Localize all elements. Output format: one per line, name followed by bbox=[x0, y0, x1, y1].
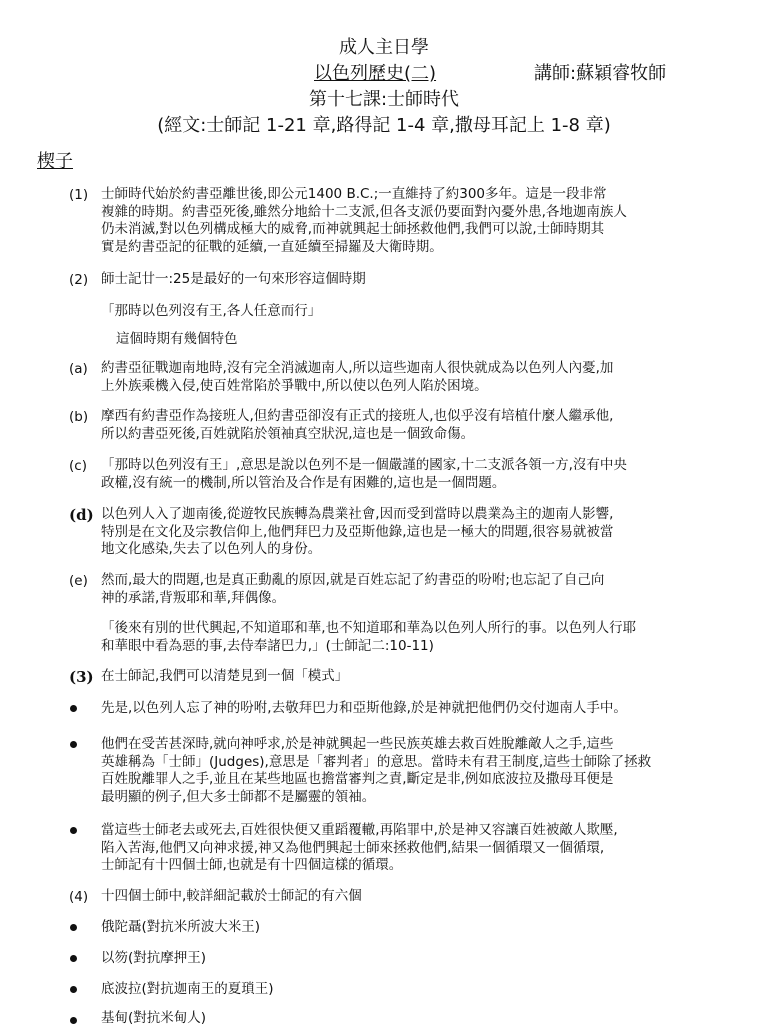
bullet-icon bbox=[70, 986, 77, 993]
list-item: 俄陀聶(對抗米所波大米王) bbox=[101, 919, 261, 935]
bullet-icon bbox=[70, 924, 77, 931]
item-marker: (4) bbox=[69, 889, 89, 905]
list-item: 十四個士師中,較詳細記載於士師記的有六個 bbox=[101, 888, 362, 904]
list-item: 然而,最大的問題,也是真正動亂的原因,就是百姓忘記了約書亞的吩咐;也忘記了自己向 神的承諾,背叛耶和華,拜偶像。 bbox=[101, 572, 605, 606]
item-marker: (3) bbox=[69, 668, 94, 686]
list-item: 先是,以色列人忘了神的吩咐,去敬拜巴力和亞斯他錄,於是神就把他們仍交付迦南人手中。 bbox=[101, 700, 627, 716]
list-item: 在士師記,我們可以清楚見到一個「模式」 bbox=[101, 668, 349, 684]
item-marker: (d) bbox=[69, 506, 94, 524]
item-marker: (e) bbox=[69, 573, 88, 589]
list-item: 基甸(對抗米甸人) bbox=[101, 1010, 207, 1026]
series-title: 以色列歷史(二) bbox=[314, 63, 437, 84]
bullet-icon bbox=[70, 741, 77, 748]
class-title: 成人主日學 bbox=[339, 37, 429, 58]
list-item: 摩西有約書亞作為接班人,但約書亞卻沒有正式的接班人,也似乎沒有培植什麼人繼承他, 所以約書亞死後,百姓就陷於領袖真空狀況,這也是一個致命傷。 bbox=[101, 408, 614, 442]
item-marker: (a) bbox=[69, 361, 88, 377]
list-item: 以笏(對抗摩押王) bbox=[101, 950, 207, 966]
bullet-icon bbox=[70, 827, 77, 834]
item-marker: (b) bbox=[69, 409, 89, 425]
list-item: 約書亞征戰迦南地時,沒有完全消滅迦南人,所以這些迦南人很快就成為以色列人內憂,加 上外族乘機入侵,使百姓常陷於爭戰中,所以使以色列人陷於困境。 bbox=[101, 360, 614, 394]
quote-text: 「那時以色列沒有王,各人任意而行」 bbox=[101, 303, 322, 319]
bullet-icon bbox=[70, 705, 77, 712]
bullet-icon bbox=[70, 955, 77, 962]
scripture-quote: 「後來有別的世代興起,不知道耶和華,也不知道耶和華為以色列人所行的事。以色列人行耶 和華眼中看為惡的事,去侍奉諸巴力,」(士師記二:10-11) bbox=[101, 620, 637, 654]
lesson-title: 第十七課:士師時代 bbox=[308, 89, 460, 110]
note-text: 這個時期有幾個特色 bbox=[116, 331, 238, 347]
list-item: 以色列人入了迦南後,從遊牧民族轉為農業社會,因而受到當時以農業為主的迦南人影響, 特別是在文化及宗教信仰上,他們拜巴力及亞斯他錄,這也是一極大的問題,很容易就被當 地文化感染,失去了以色列人的身份。 bbox=[101, 506, 614, 557]
list-item: 底波拉(對抗迦南王的夏瑣王) bbox=[101, 981, 274, 997]
list-item: 「那時以色列沒有王」,意思是說以色列不是一個嚴謹的國家,十二支派各領一方,沒有中央 政權,沒有統一的機制,所以管治及合作是有困難的,這也是一個問題。 bbox=[101, 457, 627, 491]
list-item: 當這些士師老去或死去,百姓很快便又重蹈覆轍,再陷罪中,於是神又容讓百姓被敵人欺壓, 陷入苦海,他們又向神求援,神又為他們興起士師來拯救他們,結果一個循環又一個循環, 士師記有十四個士師,也就是有十四個這樣的循環。 bbox=[101, 822, 618, 873]
item-marker: (c) bbox=[69, 458, 87, 474]
bullet-icon bbox=[70, 1017, 77, 1024]
list-item: 師士記廿一:25是最好的一句來形容這個時期 bbox=[101, 271, 366, 287]
item-marker: (2) bbox=[69, 272, 89, 288]
item-marker: (1) bbox=[69, 187, 89, 203]
scripture-reference: (經文:士師記 1-21 章,路得記 1-4 章,撒母耳記上 1-8 章) bbox=[157, 115, 611, 136]
list-item: 士師時代始於約書亞離世後,即公元1400 B.C.;一直維持了約300多年。這是一段非常 複雜的時期。約書亞死後,雖然分地給十二支派,但各支派仍要面對內憂外患,各地迦南族人 仍未消滅,對以色列構成極大的威脅,而神就興起士師拯救他們,我們可以說,士師時期其 實是約書亞記的征戰的延續,一直延續至掃羅及大衛時期。 bbox=[101, 186, 627, 255]
list-item: 他們在受苦甚深時,就向神呼求,於是神就興起一些民族英雄去救百姓脫離敵人之手,這些 英雄稱為「士師」(Judges),意思是「審判者」的意思。當時未有君王制度,這些士師除了拯救 百姓脫離罪人之手,並且在某些地區也擔當審判之責,斷定是非,例如底波拉及撒母耳便是 最明顯的例子,但大多士師都不是屬靈的領袖。 bbox=[101, 736, 652, 805]
teacher-name: 講師:蘇穎睿牧師 bbox=[534, 63, 667, 84]
section-title: 楔子 bbox=[37, 151, 73, 172]
